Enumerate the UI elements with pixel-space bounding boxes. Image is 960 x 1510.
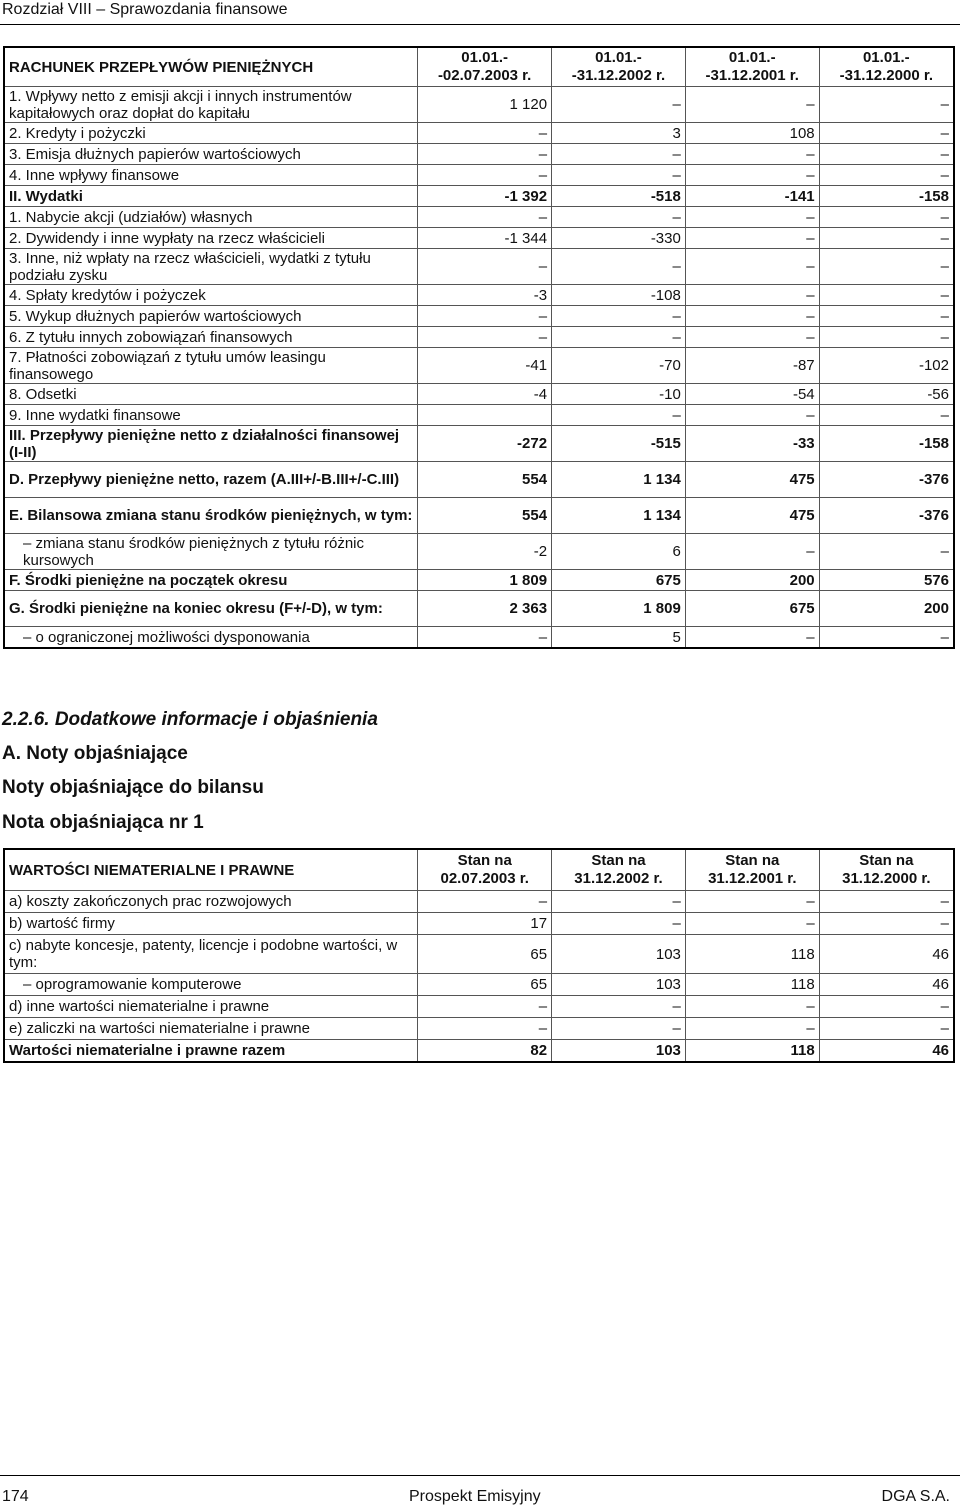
row-value: –	[819, 405, 954, 426]
row-value: –	[685, 1018, 819, 1040]
row-value: –	[552, 996, 686, 1018]
intangibles-title: WARTOŚCI NIEMATERIALNE I PRAWNE	[4, 849, 418, 891]
row-label: – o ograniczonej możliwości dysponowania	[4, 627, 418, 649]
table-row	[4, 285, 954, 306]
row-value: –	[819, 627, 954, 649]
table-row	[4, 207, 954, 228]
row-value: –	[685, 327, 819, 348]
row-value: –	[685, 249, 819, 285]
table-row	[4, 1018, 954, 1040]
table-row	[4, 996, 954, 1018]
row-value: –	[819, 123, 954, 144]
row-value: –	[685, 913, 819, 935]
row-value: –	[819, 207, 954, 228]
row-value: –	[552, 306, 686, 327]
row-value: -158	[819, 426, 954, 462]
row-value: -376	[819, 498, 954, 534]
row-value: 118	[685, 935, 819, 974]
row-value	[418, 405, 552, 426]
intangibles-body	[4, 891, 954, 1063]
row-value: –	[552, 87, 686, 123]
row-value: -108	[552, 285, 686, 306]
row-label: d) inne wartości niematerialne i prawne	[4, 996, 418, 1018]
row-value: –	[819, 165, 954, 186]
row-value: –	[418, 207, 552, 228]
table-row	[4, 249, 954, 285]
table-row	[4, 384, 954, 405]
row-label: III. Przepływy pieniężne netto z działalności finansowej (I-II)	[4, 426, 418, 462]
row-value: –	[819, 913, 954, 935]
table-row	[4, 327, 954, 348]
table-row	[4, 186, 954, 207]
table-row	[4, 498, 954, 534]
row-label: 2. Dywidendy i inne wypłaty na rzecz właścicieli	[4, 228, 418, 249]
row-label: II. Wydatki	[4, 186, 418, 207]
row-value: 108	[685, 123, 819, 144]
row-value: -10	[552, 384, 686, 405]
row-label: 8. Odsetki	[4, 384, 418, 405]
row-value: -272	[418, 426, 552, 462]
row-value: –	[552, 249, 686, 285]
row-label: D. Przepływy pieniężne netto, razem (A.III+/-B.III+/-C.III)	[4, 462, 418, 498]
cashflow-title: RACHUNEK PRZEPŁYWÓW PIENIĘŻNYCH	[4, 47, 418, 87]
row-value: 3	[552, 123, 686, 144]
row-value: –	[418, 249, 552, 285]
table-row	[4, 591, 954, 627]
row-value: 118	[685, 1040, 819, 1063]
table-row	[4, 462, 954, 498]
row-value: -158	[819, 186, 954, 207]
row-value: –	[552, 207, 686, 228]
row-label: e) zaliczki na wartości niematerialne i prawne	[4, 1018, 418, 1040]
row-value: –	[819, 534, 954, 570]
row-value: –	[819, 285, 954, 306]
row-value: 17	[418, 913, 552, 935]
table-row	[4, 144, 954, 165]
row-value: 675	[685, 591, 819, 627]
row-value: 200	[819, 591, 954, 627]
row-label: 9. Inne wydatki finansowe	[4, 405, 418, 426]
row-value: -518	[552, 186, 686, 207]
row-value: –	[819, 891, 954, 913]
row-label: 5. Wykup dłużnych papierów wartościowych	[4, 306, 418, 327]
row-label: 7. Płatności zobowiązań z tytułu umów leasingu finansowego	[4, 348, 418, 384]
header-rule	[0, 24, 960, 25]
row-value: –	[418, 1018, 552, 1040]
row-value: –	[819, 144, 954, 165]
row-value: -376	[819, 462, 954, 498]
col-header: Stan na 02.07.2003 r.	[418, 849, 552, 891]
row-value: –	[552, 327, 686, 348]
row-value: –	[418, 144, 552, 165]
row-value: 1 809	[552, 591, 686, 627]
row-value: 103	[552, 935, 686, 974]
row-value: 46	[819, 1040, 954, 1063]
row-value: 5	[552, 627, 686, 649]
cashflow-body	[4, 87, 954, 649]
row-value: –	[819, 1018, 954, 1040]
footer-company: DGA S.A.	[881, 1488, 950, 1505]
row-label: 1. Wpływy netto z emisji akcji i innych instrumentów kapitałowych oraz dopłat do kapitału	[4, 87, 418, 123]
row-value: 65	[418, 974, 552, 996]
row-label: 6. Z tytułu innych zobowiązań finansowych	[4, 327, 418, 348]
row-value: –	[685, 228, 819, 249]
row-value: 1 120	[418, 87, 552, 123]
row-label: 4. Spłaty kredytów i pożyczek	[4, 285, 418, 306]
row-value: 200	[685, 570, 819, 591]
row-value: 554	[418, 462, 552, 498]
row-value: 46	[819, 935, 954, 974]
col-header: Stan na 31.12.2000 r.	[819, 849, 954, 891]
row-value: -4	[418, 384, 552, 405]
row-value: -2	[418, 534, 552, 570]
row-value: –	[685, 87, 819, 123]
table-row	[4, 348, 954, 384]
row-value: –	[552, 913, 686, 935]
row-label: Wartości niematerialne i prawne razem	[4, 1040, 418, 1063]
row-value: 118	[685, 974, 819, 996]
row-value: –	[685, 285, 819, 306]
subheading-notes: Noty objaśniające do bilansu	[2, 777, 264, 798]
row-value: –	[552, 891, 686, 913]
row-value: 475	[685, 462, 819, 498]
row-value: –	[418, 165, 552, 186]
row-value: 554	[418, 498, 552, 534]
row-value: –	[552, 144, 686, 165]
table-row	[4, 228, 954, 249]
row-label: 4. Inne wpływy finansowe	[4, 165, 418, 186]
table-row	[4, 1040, 954, 1063]
table-row	[4, 165, 954, 186]
row-value: -515	[552, 426, 686, 462]
row-value: 475	[685, 498, 819, 534]
table-row	[4, 627, 954, 649]
row-value: –	[819, 306, 954, 327]
page-number: 174	[2, 1488, 29, 1505]
footer-rule	[0, 1475, 960, 1476]
row-value: 1 134	[552, 498, 686, 534]
table-row	[4, 306, 954, 327]
row-value: –	[685, 405, 819, 426]
row-label: 1. Nabycie akcji (udziałów) własnych	[4, 207, 418, 228]
row-value: -54	[685, 384, 819, 405]
row-label: E. Bilansowa zmiana stanu środków pieniężnych, w tym:	[4, 498, 418, 534]
row-value: -141	[685, 186, 819, 207]
table-row	[4, 891, 954, 913]
row-value: 6	[552, 534, 686, 570]
table-row	[4, 913, 954, 935]
row-value: –	[685, 534, 819, 570]
row-value: –	[685, 207, 819, 228]
row-value: –	[685, 627, 819, 649]
col-header: 01.01.- -31.12.2001 r.	[685, 47, 819, 87]
row-value: -1 344	[418, 228, 552, 249]
table-row	[4, 935, 954, 974]
subheading-a: A. Noty objaśniające	[2, 743, 188, 764]
row-value: -3	[418, 285, 552, 306]
table-row	[4, 123, 954, 144]
row-value: –	[819, 327, 954, 348]
table-row	[4, 534, 954, 570]
row-value: -87	[685, 348, 819, 384]
row-value: 576	[819, 570, 954, 591]
row-value: 1 809	[418, 570, 552, 591]
table-row	[4, 570, 954, 591]
row-value: –	[552, 1018, 686, 1040]
footer-title: Prospekt Emisyjny	[409, 1488, 541, 1505]
col-header: 01.01.- -31.12.2002 r.	[552, 47, 686, 87]
cashflow-table	[3, 46, 955, 649]
table-row	[4, 974, 954, 996]
row-value: –	[418, 123, 552, 144]
row-value: –	[418, 627, 552, 649]
row-value: -330	[552, 228, 686, 249]
row-value: –	[418, 327, 552, 348]
table-row	[4, 426, 954, 462]
row-label: a) koszty zakończonych prac rozwojowych	[4, 891, 418, 913]
row-label: b) wartość firmy	[4, 913, 418, 935]
row-value: 82	[418, 1040, 552, 1063]
row-value: -56	[819, 384, 954, 405]
intangibles-table	[3, 848, 955, 1063]
row-value: –	[819, 996, 954, 1018]
col-header: Stan na 31.12.2002 r.	[552, 849, 686, 891]
table-row	[4, 87, 954, 123]
col-header: Stan na 31.12.2001 r.	[685, 849, 819, 891]
row-value: 65	[418, 935, 552, 974]
row-value: -1 392	[418, 186, 552, 207]
row-label: G. Środki pieniężne na koniec okresu (F+/-D), w tym:	[4, 591, 418, 627]
section-heading: 2.2.6. Dodatkowe informacje i objaśnienia	[2, 709, 378, 730]
row-label: F. Środki pieniężne na początek okresu	[4, 570, 418, 591]
row-label: – oprogramowanie komputerowe	[4, 974, 418, 996]
row-value: –	[552, 165, 686, 186]
row-value: 103	[552, 1040, 686, 1063]
row-label: c) nabyte koncesje, patenty, licencje i podobne wartości, w tym:	[4, 935, 418, 974]
row-value: –	[819, 249, 954, 285]
col-header: 01.01.- -31.12.2000 r.	[819, 47, 954, 87]
row-value: 46	[819, 974, 954, 996]
row-value: 675	[552, 570, 686, 591]
row-value: -70	[552, 348, 686, 384]
row-value: –	[685, 144, 819, 165]
row-value: –	[552, 405, 686, 426]
row-value: –	[819, 87, 954, 123]
row-value: -33	[685, 426, 819, 462]
row-label: 3. Inne, niż wpłaty na rzecz właścicieli, wydatki z tytułu podziału zysku	[4, 249, 418, 285]
row-value: –	[418, 891, 552, 913]
row-value: -41	[418, 348, 552, 384]
row-value: 103	[552, 974, 686, 996]
row-value: –	[418, 996, 552, 1018]
row-label: – zmiana stanu środków pieniężnych z tytułu różnic kursowych	[4, 534, 418, 570]
running-head: Rozdział VIII – Sprawozdania finansowe	[2, 1, 288, 18]
row-value: –	[418, 306, 552, 327]
row-value: –	[685, 165, 819, 186]
col-header: 01.01.- -02.07.2003 r.	[418, 47, 552, 87]
row-label: 3. Emisja dłużnych papierów wartościowych	[4, 144, 418, 165]
row-value: –	[685, 996, 819, 1018]
row-value: 2 363	[418, 591, 552, 627]
row-value: –	[685, 306, 819, 327]
table-row	[4, 405, 954, 426]
row-label: 2. Kredyty i pożyczki	[4, 123, 418, 144]
note-title: Nota objaśniająca nr 1	[2, 812, 204, 833]
row-value: -102	[819, 348, 954, 384]
row-value: –	[819, 228, 954, 249]
row-value: 1 134	[552, 462, 686, 498]
row-value: –	[685, 891, 819, 913]
